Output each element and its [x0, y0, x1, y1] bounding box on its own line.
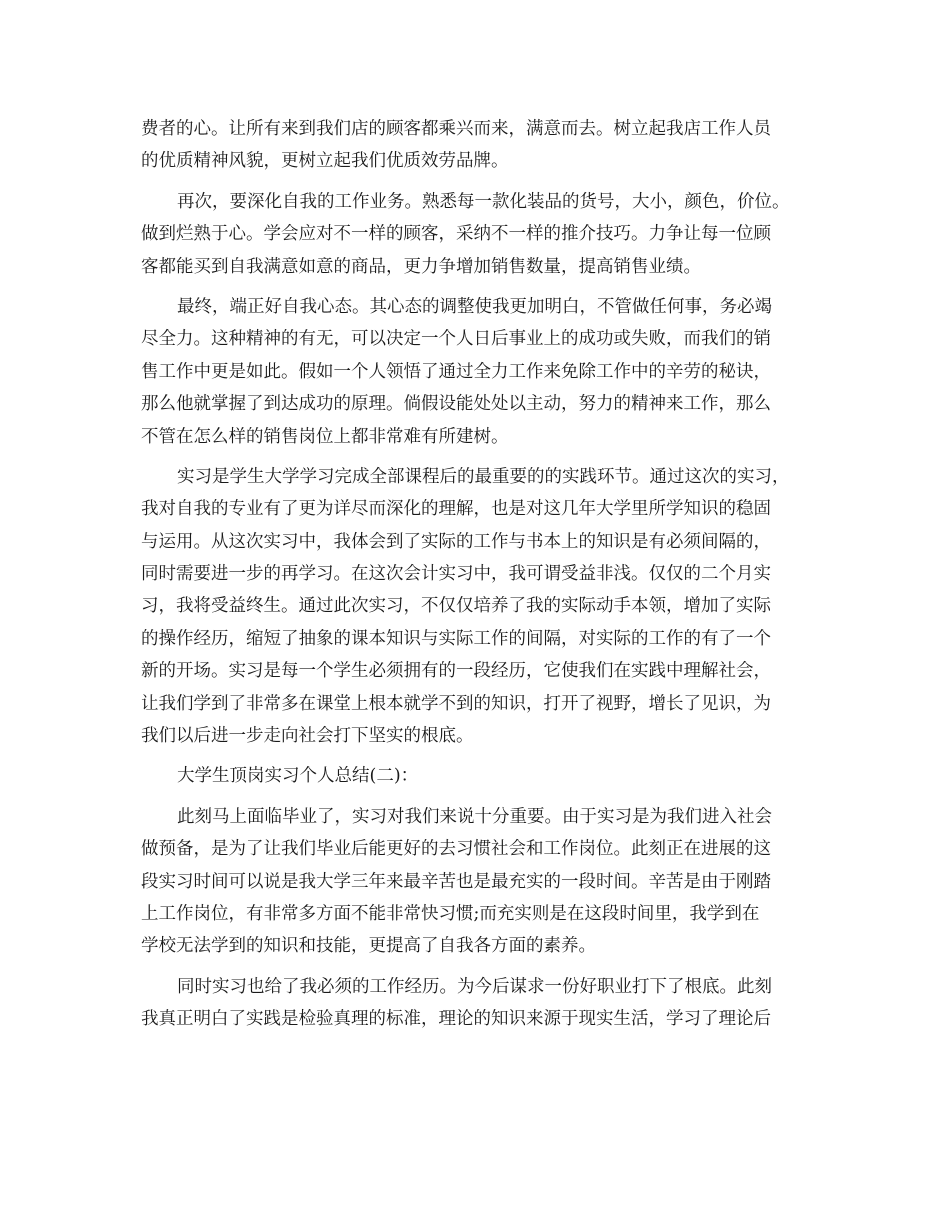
text-line: 售工作中更是如此。假如一个人领悟了通过全力工作来免除工作中的辛劳的秘诀， — [141, 361, 771, 382]
text-line: 与运用。从这次实习中，我体会到了实际的工作与书本上的知识是有必须间隔的， — [141, 531, 771, 552]
text-line: 我对自我的专业有了更为详尽而深化的理解，也是对这几年大学里所学知识的稳固 — [141, 499, 771, 520]
text-line: 学校无法学到的知识和技能，更提高了自我各方面的素养。 — [141, 936, 596, 957]
paragraph-start-line: 此刻马上面临毕业了，实习对我们来说十分重要。由于实习是为我们进入社会 — [177, 806, 772, 827]
paragraph-start-line: 再次，要深化自我的工作业务。熟悉每一款化装品的货号，大小，颜色，价位。 — [177, 191, 790, 212]
text-line: 我真正明白了实践是检验真理的标准，理论的知识来源于现实生活，学习了理论后 — [141, 1009, 771, 1030]
text-line: 做预备，是为了让我们毕业后能更好的去习惯社会和工作岗位。此刻正在进展的这 — [141, 839, 771, 860]
section-heading: 大学生顶岗实习个人总结(二)： — [177, 766, 419, 787]
text-line: 习，我将受益终生。通过此次实习，不仅仅培养了我的实际动手本领，增加了实际 — [141, 596, 771, 617]
text-line: 客都能买到自我满意如意的商品，更力争增加销售数量，提高销售业绩。 — [141, 256, 701, 277]
text-line: 做到烂熟于心。学会应对不一样的顾客，采纳不一样的推介技巧。力争让每一位顾 — [141, 224, 771, 245]
text-line: 的优质精神风貌，更树立起我们优质效劳品牌。 — [141, 151, 509, 172]
text-line: 费者的心。让所有来到我们店的顾客都乘兴而来，满意而去。树立起我店工作人员 — [141, 119, 771, 139]
text-line: 的操作经历，缩短了抽象的课本知识与实际工作的间隔，对实际的工作的有了一个 — [141, 628, 771, 649]
paragraph-start-line: 实习是学生大学学习完成全部课程后的最重要的的实践环节。通过这次的实习， — [177, 466, 790, 487]
text-line: 上工作岗位，有非常多方面不能非常快习惯;而充实则是在这段时间里，我学到在 — [141, 903, 760, 924]
document-body — [141, 113, 831, 1036]
paragraph-start-line: 最终，端正好自我心态。其心态的调整使我更加明白，不管做任何事，务必竭 — [177, 296, 772, 317]
text-line: 不管在怎么样的销售岗位上都非常难有所建树。 — [141, 426, 509, 447]
text-line: 让我们学到了非常多在课堂上根本就学不到的知识，打开了视野，增长了见识，为 — [141, 693, 771, 714]
text-line: 尽全力。这种精神的有无，可以决定一个人日后事业上的成功或失败，而我们的销 — [141, 329, 771, 350]
text-line: 段实习时间可以说是我大学三年来最辛苦也是最充实的一段时间。辛苦是由于刚踏 — [141, 871, 771, 892]
paragraph-start-line: 同时实习也给了我必须的工作经历。为今后谋求一份好职业打下了根底。此刻 — [177, 976, 772, 997]
text-line: 新的开场。实习是每一个学生必须拥有的一段经历，它使我们在实践中理解社会， — [141, 661, 771, 682]
text-line: 同时需要进一步的再学习。在这次会计实习中，我可谓受益非浅。仅仅的二个月实 — [141, 564, 771, 585]
text-line: 那么他就掌握了到达成功的原理。倘假设能处处以主动，努力的精神来工作，那么 — [141, 394, 771, 415]
text-line: 我们以后进一步走向社会打下坚实的根底。 — [141, 726, 474, 747]
